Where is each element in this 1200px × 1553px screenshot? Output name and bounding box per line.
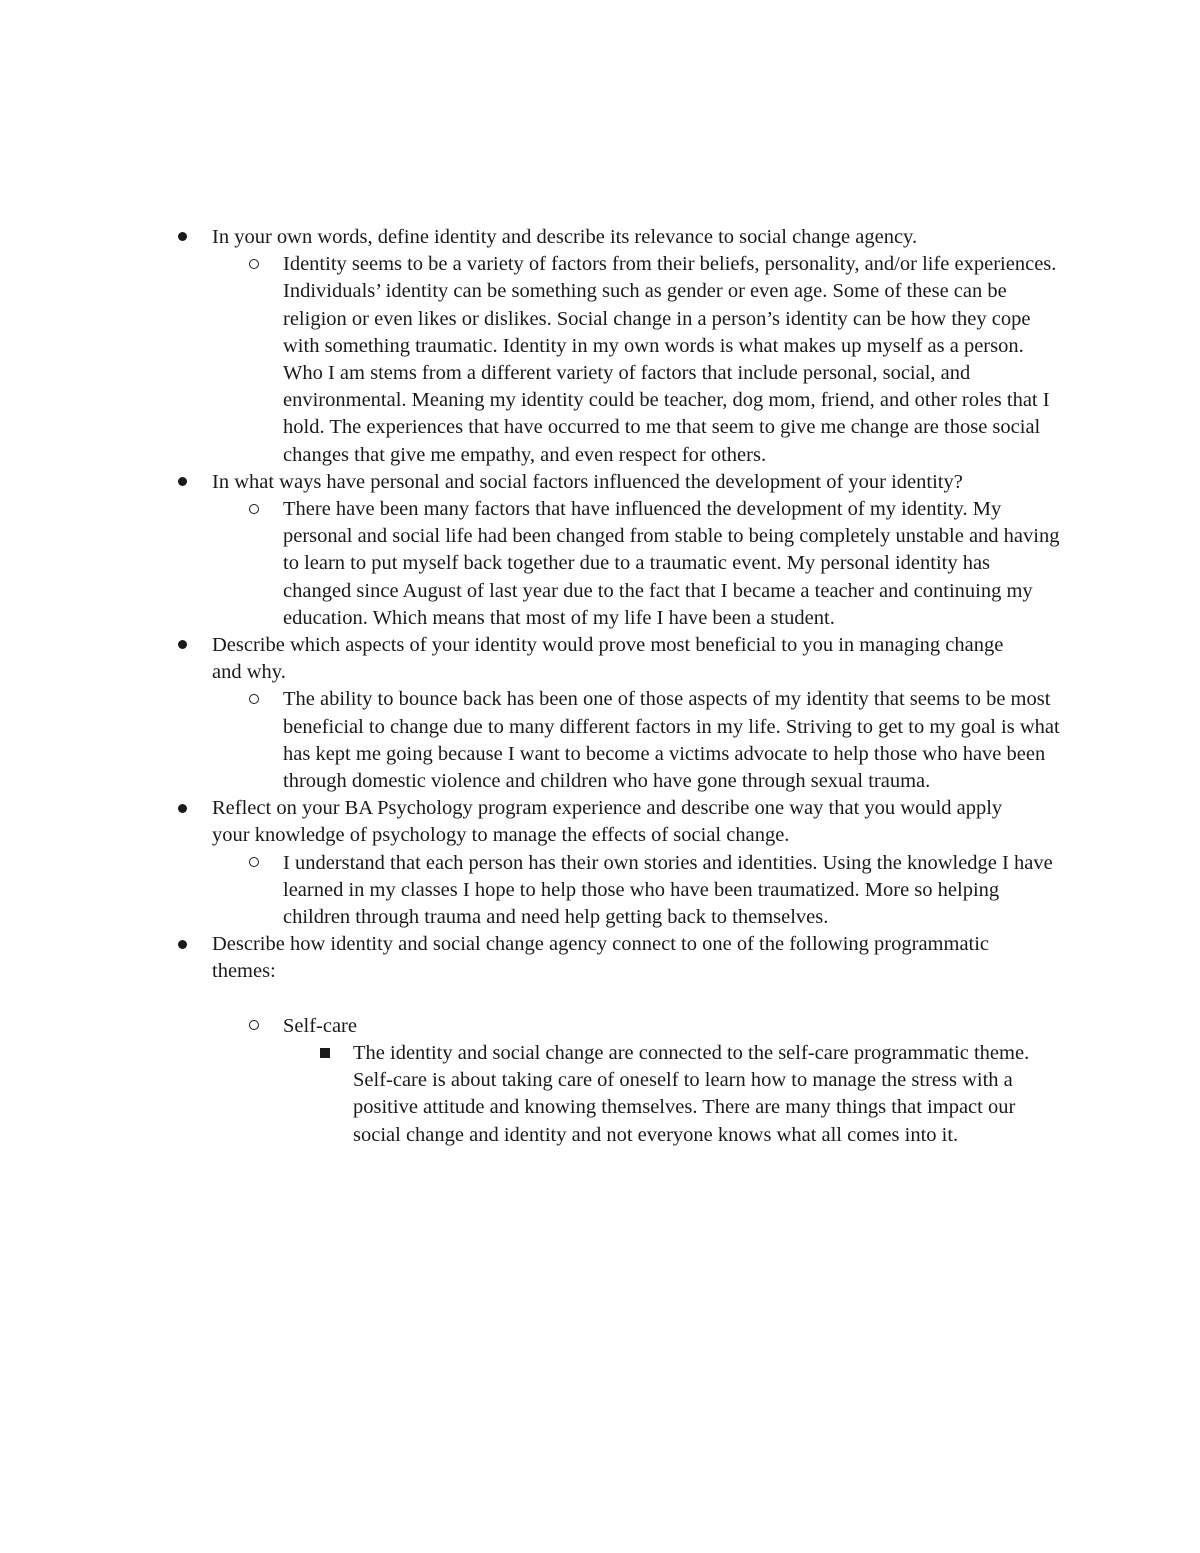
hollow-bullet-icon — [249, 496, 259, 523]
hollow-bullet-icon — [249, 850, 259, 877]
filled-bullet-icon — [178, 632, 187, 659]
square-bullet-icon — [320, 1040, 330, 1067]
filled-bullet-icon — [178, 224, 187, 251]
hollow-bullet-icon — [249, 251, 259, 278]
question-text: Reflect on your BA Psychology program experience and describe one way that you would apply your knowledge of psychology to manage the effects of social change. — [212, 797, 1003, 847]
document-body — [176, 224, 1076, 1149]
theme-answer-text: The identity and social change are connected to the self-care programmatic theme. Self-care is about taking care of oneself to learn how to manage the stress with a positive attitude and knowing themselves. There are many things that impact our social change and identity and not everyone knows what all comes into it. — [353, 1041, 1030, 1146]
question-text: Describe which aspects of your identity would prove most beneficial to you in managing change and why. — [212, 634, 1004, 684]
theme-text: Self-care — [283, 1014, 357, 1037]
filled-bullet-icon — [178, 469, 187, 496]
list-item — [176, 632, 1032, 686]
hollow-bullet-icon — [249, 1013, 259, 1040]
question-text: Describe how identity and social change agency connect to one of the following programmatic themes: — [212, 933, 990, 983]
filled-bullet-icon — [178, 931, 187, 958]
answer-text: There have been many factors that have influenced the development of my identity. My personal and social life had been changed from stable to being completely unstable and having to learn to put myself back together due to a traumatic event. My personal identity has changed since August of last year due to the fact that I became a teacher and continuing my education. Which means that most of my life I have been a student. — [283, 498, 1060, 629]
list-item — [176, 469, 1032, 496]
question-text: In your own words, define identity and describe its relevance to social change agency. — [212, 226, 918, 248]
list-item — [176, 1040, 1063, 1149]
answer-text: Identity seems to be a variety of factors from their beliefs, personality, and/or life experiences. Individuals’ identity can be something such as gender or even age. Some of these can be religion or even likes or dislikes. Social change in a person’s identity can be how they cope with something traumatic. Identity in my own words is what makes up myself as a person. Who I am stems from a different variety of factors that include personal, social, and environmental. Meaning my identity could be teacher, dog mom, friend, and other roles that I hold. The experiences that have occurred to me that seem to give me change are those social changes that give me empathy, and even respect for others. — [283, 253, 1057, 466]
list-item — [176, 1013, 1063, 1040]
hollow-bullet-icon — [249, 686, 259, 713]
filled-bullet-icon — [178, 795, 187, 822]
answer-text: I understand that each person has their own stories and identities. Using the knowledge I have learned in my classes I hope to help those who have been traumatized. More so helping children through trauma and need help getting back to themselves. — [283, 851, 1053, 929]
list-item — [176, 686, 1063, 795]
list-item — [176, 931, 1032, 985]
list-item — [176, 224, 1032, 251]
answer-text: The ability to bounce back has been one of those aspects of my identity that seems to be most beneficial to change due to many different factors in my life. Striving to get to my goal is what has kept me going because I want to become a victims advocate to help those who have been through domestic violence and children who have gone through sexual trauma. — [283, 688, 1060, 793]
blank-line — [176, 986, 1076, 1013]
list-item — [176, 251, 1063, 469]
list-item — [176, 496, 1063, 632]
list-item — [176, 850, 1063, 932]
question-text: In what ways have personal and social factors influenced the development of your identity? — [212, 470, 963, 493]
list-item — [176, 795, 1032, 849]
